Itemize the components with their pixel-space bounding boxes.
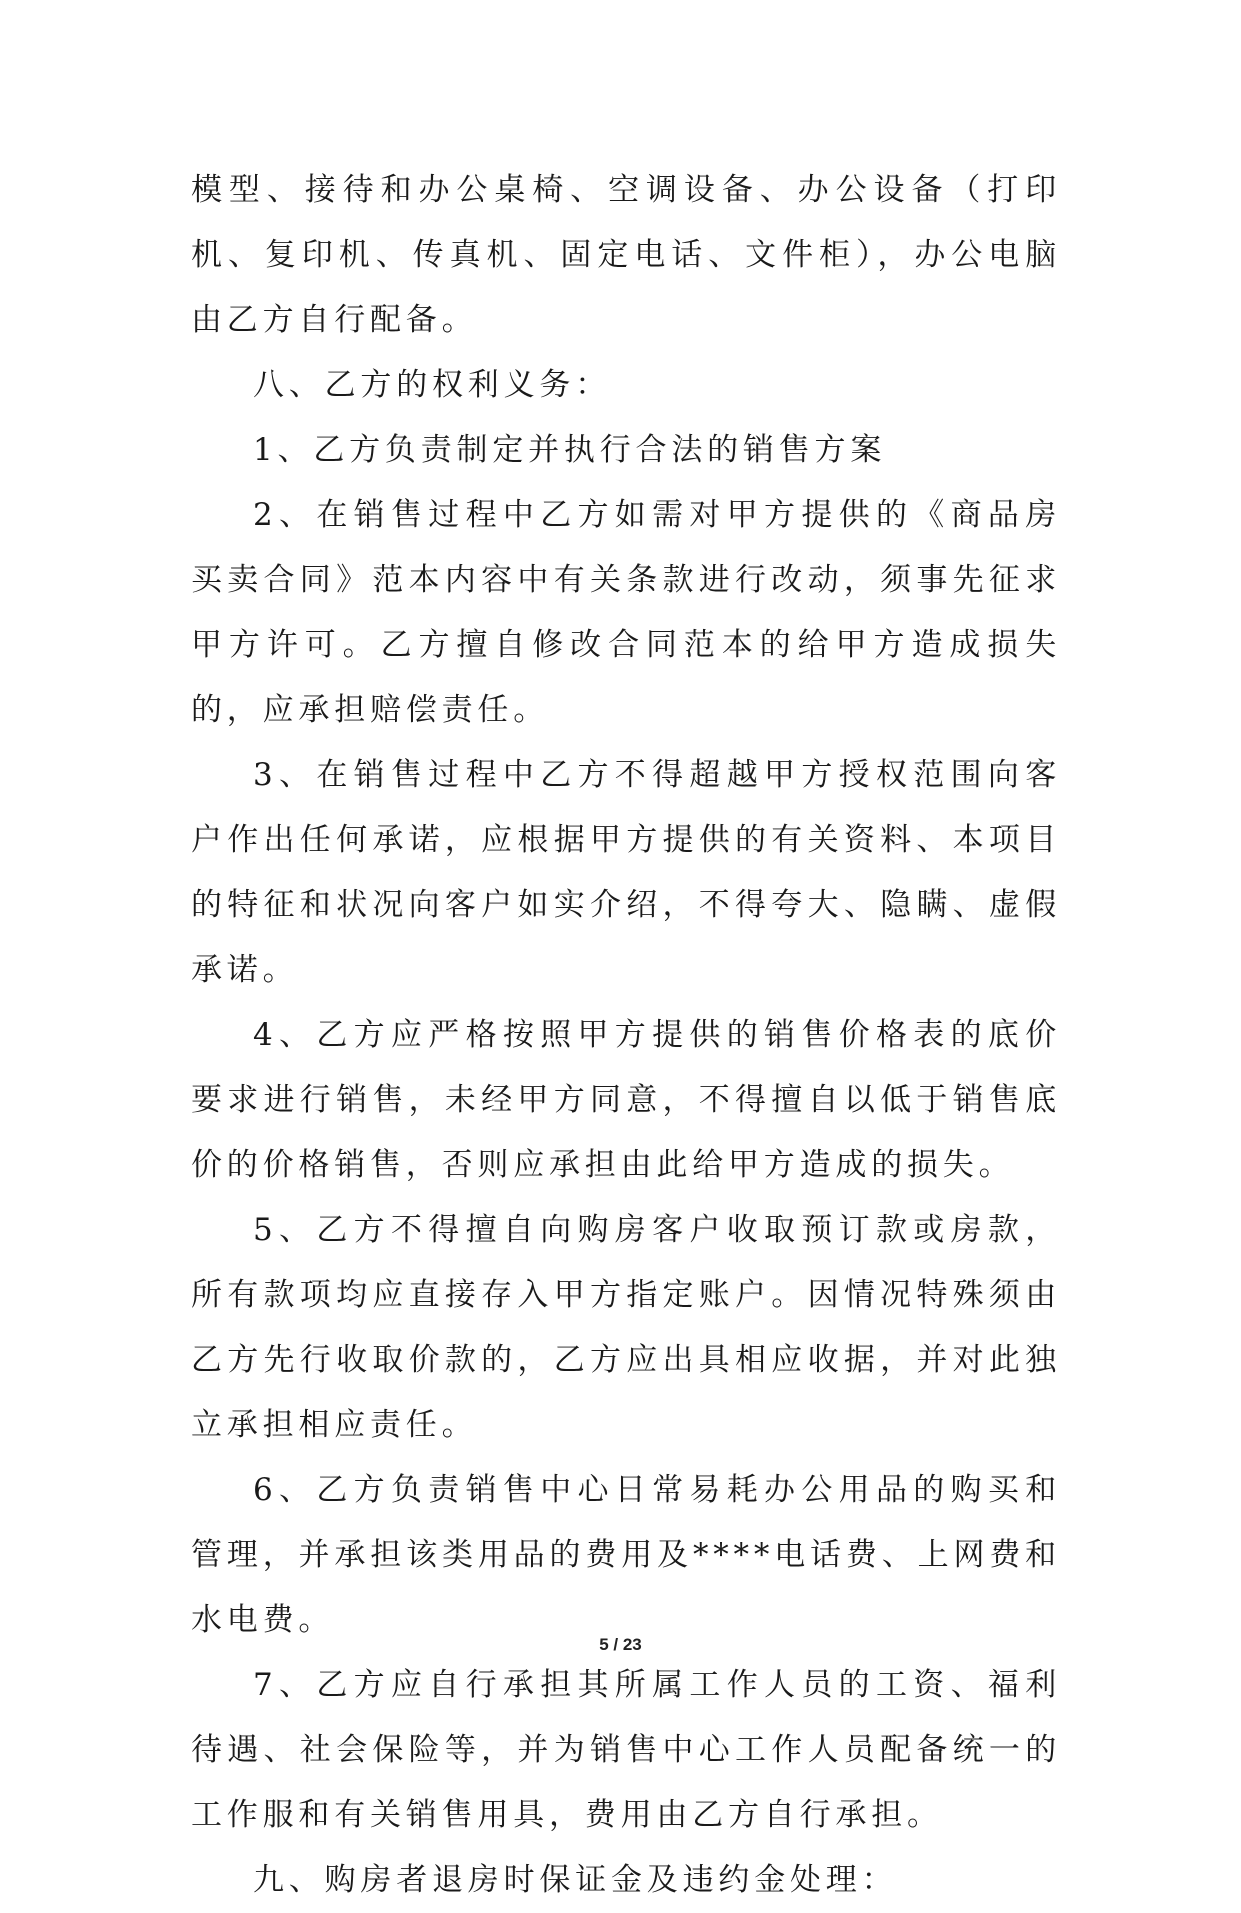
section-heading-9: 九、购房者退房时保证金及违约金处理： xyxy=(253,1862,898,1898)
clause-3: 3、在销售过程中乙方不得超越甲方授权范围向客户作出任何承诺，应根据甲方提供的有关资料、本项目的特征和状况向客户如实介绍，不得夸大、隐瞒、虚假承诺。 xyxy=(191,757,1061,988)
clause-1: 1、乙方负责制定并执行合法的销售方案 xyxy=(253,432,887,468)
clause-7: 7、乙方应自行承担其所属工作人员的工资、福利待遇、社会保险等，并为销售中心工作人员配备统一的工作服和有关销售用具，费用由乙方自行承担。 xyxy=(191,1667,1061,1833)
clause-2: 2、在销售过程中乙方如需对甲方提供的《商品房买卖合同》范本内容中有关条款进行改动，须事先征求甲方许可。乙方擅自修改合同范本的给甲方造成损失的，应承担赔偿责任。 xyxy=(191,497,1061,728)
clause-6: 6、乙方负责销售中心日常易耗办公用品的购买和管理，并承担该类用品的费用及****电话费、上网费和水电费。 xyxy=(191,1472,1061,1638)
section-heading-8: 八、乙方的权利义务： xyxy=(253,367,611,403)
clause-5: 5、乙方不得擅自向购房客户收取预订款或房款，所有款项均应直接存入甲方指定账户。因情况特殊须由乙方先行收取价款的，乙方应出具相应收据，并对此独立承担相应责任。 xyxy=(191,1212,1061,1443)
paragraph-continuation: 模型、接待和办公桌椅、空调设备、办公设备（打印机、复印机、传真机、固定电话、文件柜），办公电脑由乙方自行配备。 xyxy=(191,172,1061,338)
page-number: 5 / 23 xyxy=(599,1635,642,1654)
clause-4: 4、乙方应严格按照甲方提供的销售价格表的底价要求进行销售，未经甲方同意，不得擅自以低于销售底价的价格销售，否则应承担由此给甲方造成的损失。 xyxy=(191,1017,1061,1183)
